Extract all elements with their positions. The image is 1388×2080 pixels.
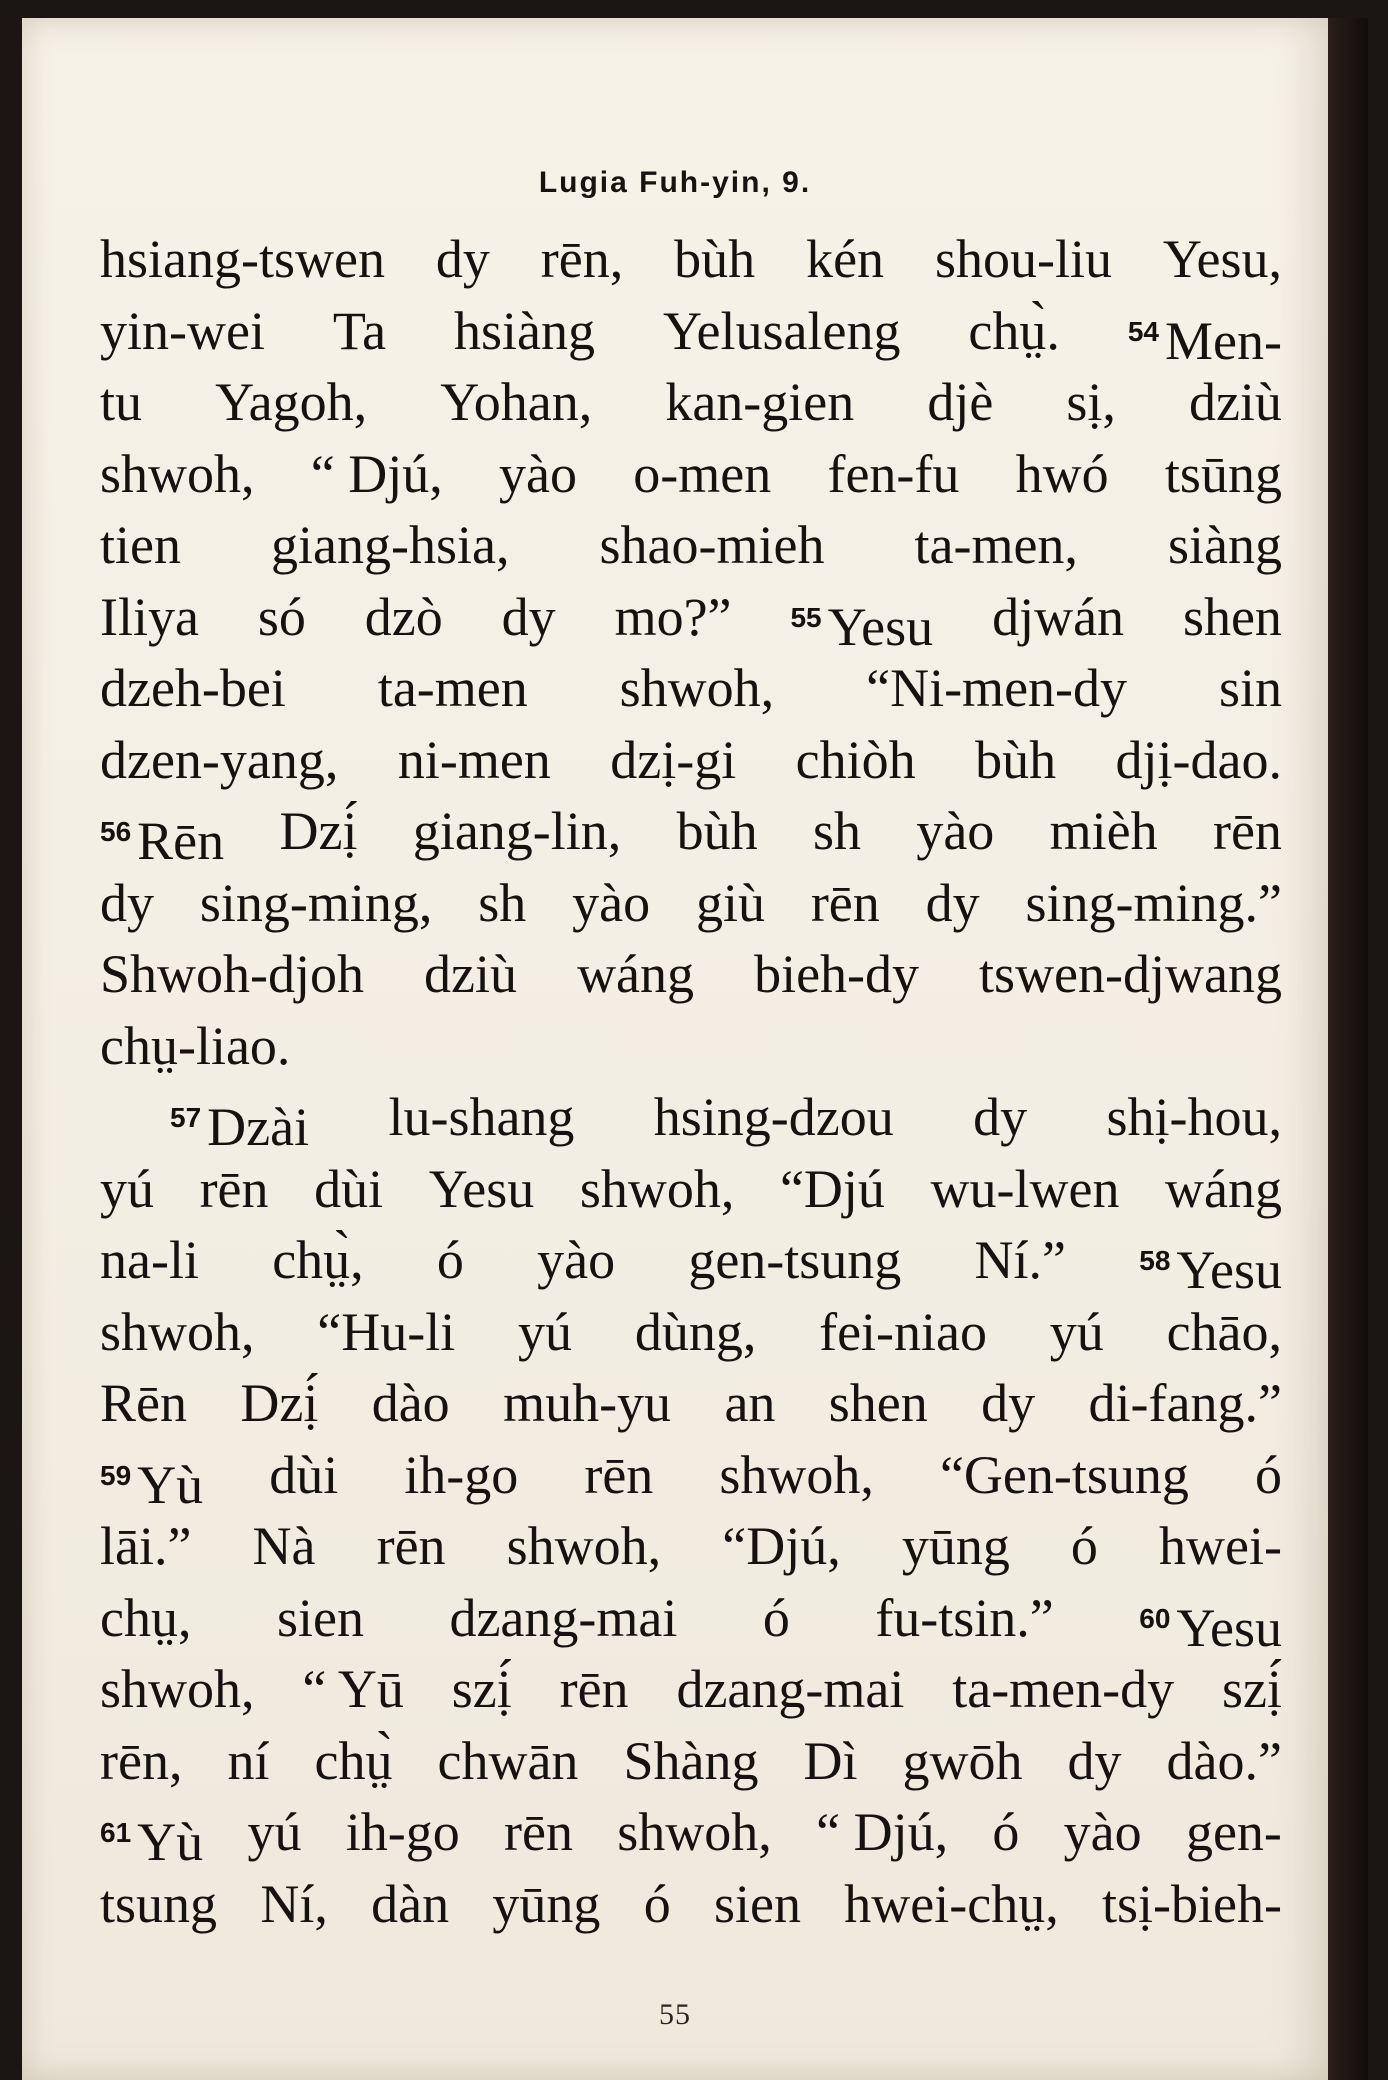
verse-start bbox=[790, 582, 933, 654]
word: dzen-yang, bbox=[100, 729, 339, 790]
verse-number: 59 bbox=[100, 1459, 132, 1491]
word: dzeh-bei bbox=[100, 658, 286, 718]
word: dzang-mai bbox=[449, 1587, 678, 1648]
running-head: Lugia Fuh-yin, 9. bbox=[538, 166, 812, 199]
word: djè bbox=[927, 372, 994, 432]
word: sin bbox=[1218, 658, 1282, 718]
word: sien bbox=[276, 1587, 364, 1648]
word: yào bbox=[537, 1230, 616, 1290]
word: chiòh bbox=[795, 729, 916, 790]
word: na-li bbox=[100, 1230, 199, 1290]
word: Yesu bbox=[1176, 1597, 1282, 1654]
word: ta-men-dy bbox=[952, 1659, 1175, 1719]
verse-start bbox=[100, 1440, 203, 1512]
word: dzang-mai bbox=[676, 1659, 905, 1719]
word: yūng bbox=[901, 1516, 1010, 1576]
word: sien bbox=[713, 1873, 801, 1934]
word: rēn bbox=[810, 872, 880, 933]
word: “Djú, bbox=[722, 1516, 841, 1576]
text-line bbox=[100, 439, 1282, 511]
text-line bbox=[100, 1797, 1282, 1869]
text-line bbox=[100, 725, 1282, 797]
word: yào bbox=[572, 872, 651, 933]
word: shen bbox=[1182, 586, 1282, 647]
word: shwoh, bbox=[506, 1516, 662, 1576]
word: shwoh, bbox=[100, 443, 255, 504]
word: chwān bbox=[437, 1730, 579, 1791]
word: sị, bbox=[1066, 372, 1116, 432]
verse-start bbox=[100, 796, 224, 868]
word: “ Djú, bbox=[816, 1802, 949, 1862]
word: shwoh, bbox=[719, 1444, 874, 1505]
text-line bbox=[100, 224, 1282, 296]
word: wu-lwen bbox=[930, 1158, 1120, 1219]
word: giang-hsia, bbox=[271, 515, 510, 575]
word: Dzài bbox=[207, 1097, 310, 1154]
text-line bbox=[100, 296, 1282, 368]
word: djị-dao. bbox=[1115, 729, 1282, 790]
word: gen- bbox=[1185, 1802, 1282, 1862]
text-line bbox=[100, 796, 1282, 868]
word: shen bbox=[828, 1373, 928, 1433]
word: chāo, bbox=[1166, 1301, 1282, 1362]
word: Ta bbox=[332, 300, 387, 361]
word: ta-men bbox=[377, 658, 528, 718]
word: rēn bbox=[199, 1158, 269, 1219]
text-line bbox=[100, 1511, 1282, 1583]
word: ó bbox=[1254, 1444, 1282, 1505]
word: bùh bbox=[676, 801, 758, 861]
word: hwó bbox=[1015, 443, 1109, 504]
word: shao-mieh bbox=[599, 515, 825, 575]
word: ó bbox=[436, 1230, 464, 1290]
word: wáng bbox=[577, 944, 695, 1004]
verse-number: 55 bbox=[790, 601, 822, 633]
word: rēn bbox=[376, 1516, 446, 1576]
word: yú bbox=[518, 1301, 573, 1362]
word: dzò bbox=[364, 586, 443, 647]
word: “ Djú, bbox=[310, 443, 443, 504]
word: tsị-bieh- bbox=[1102, 1873, 1282, 1934]
word: tswen-djwang bbox=[979, 944, 1282, 1004]
word: Shàng bbox=[623, 1730, 759, 1791]
word: rēn, bbox=[100, 1730, 183, 1791]
word: “Hu-li bbox=[317, 1301, 456, 1362]
word: dào bbox=[371, 1373, 450, 1433]
text-line bbox=[100, 582, 1282, 654]
verse-start bbox=[100, 1797, 203, 1869]
word: yin-wei bbox=[100, 300, 265, 361]
word: Yesu bbox=[1176, 1240, 1282, 1297]
text-line bbox=[100, 1654, 1282, 1726]
word: kan-gien bbox=[665, 372, 855, 432]
word: Yesu bbox=[428, 1158, 535, 1219]
word: “Gen-tsung bbox=[939, 1444, 1189, 1505]
word: bùh bbox=[674, 229, 756, 289]
word: Rēn bbox=[100, 1373, 187, 1433]
word: shwoh, bbox=[100, 1301, 255, 1362]
word: kén bbox=[806, 229, 885, 289]
text-line bbox=[100, 1154, 1282, 1226]
word: fei-niao bbox=[819, 1301, 987, 1362]
text-line bbox=[100, 1726, 1282, 1798]
word: Nà bbox=[252, 1516, 316, 1576]
word: rēn bbox=[504, 1802, 573, 1862]
text-line bbox=[100, 510, 1282, 582]
word: ih-go bbox=[345, 1802, 460, 1862]
word: Yesu, bbox=[1162, 229, 1282, 289]
word: szị́ bbox=[451, 1659, 512, 1719]
text-line bbox=[100, 1440, 1282, 1512]
word: rēn bbox=[584, 1444, 654, 1505]
word: sh bbox=[478, 872, 527, 933]
word: chṳ̀ bbox=[314, 1730, 393, 1791]
verse-number: 60 bbox=[1139, 1602, 1171, 1634]
word: yūng bbox=[492, 1873, 601, 1934]
word: Dzị́ bbox=[279, 801, 358, 861]
word: mièh bbox=[1049, 801, 1158, 861]
word: só bbox=[257, 586, 306, 647]
word: dy bbox=[435, 229, 490, 289]
word: dùng, bbox=[634, 1301, 757, 1362]
word: hsiàng bbox=[454, 300, 596, 361]
word: lu-shang bbox=[388, 1087, 575, 1147]
word: tien bbox=[100, 515, 181, 575]
word: siàng bbox=[1167, 515, 1282, 575]
word: shwoh, bbox=[617, 1802, 772, 1862]
word: gwōh bbox=[902, 1730, 1023, 1791]
word: dy bbox=[100, 872, 154, 933]
word: chṳ̀. bbox=[968, 300, 1060, 361]
text-line bbox=[100, 1011, 1282, 1083]
body-text bbox=[100, 224, 1282, 1940]
word: hsing-dzou bbox=[653, 1087, 894, 1147]
word: “Ni-men-dy bbox=[866, 658, 1128, 718]
word: Dzị́ bbox=[240, 1373, 319, 1433]
word: shwoh, bbox=[579, 1158, 735, 1219]
verse-number: 58 bbox=[1139, 1245, 1171, 1276]
word: shị-hou, bbox=[1106, 1087, 1282, 1147]
word: rēn bbox=[1212, 801, 1282, 861]
text-line bbox=[100, 1368, 1282, 1440]
text-line bbox=[100, 1297, 1282, 1369]
word: giù bbox=[695, 872, 765, 933]
word: Yagoh, bbox=[215, 372, 368, 432]
word: Yù bbox=[137, 1454, 204, 1511]
text-line bbox=[100, 939, 1282, 1011]
word: yào bbox=[499, 443, 577, 504]
word: sh bbox=[812, 801, 861, 861]
text-line bbox=[100, 367, 1282, 439]
word: rēn bbox=[559, 1659, 629, 1719]
word: wáng bbox=[1165, 1158, 1282, 1219]
word: fen-fu bbox=[827, 443, 960, 504]
word: ta-men, bbox=[914, 515, 1078, 575]
word: ó bbox=[762, 1587, 790, 1648]
word: szị́ bbox=[1222, 1659, 1282, 1719]
word: dziù bbox=[424, 944, 518, 1004]
word: Ní.” bbox=[974, 1230, 1067, 1290]
word: rēn, bbox=[540, 229, 624, 289]
word: mo?” bbox=[614, 586, 732, 647]
word: dào.” bbox=[1166, 1730, 1282, 1791]
word: fu-tsin.” bbox=[875, 1587, 1054, 1648]
word: Ní, bbox=[260, 1873, 328, 1934]
word: chṳ̀, bbox=[272, 1230, 364, 1290]
word: bùh bbox=[975, 729, 1057, 790]
word: “ Yū bbox=[302, 1659, 404, 1719]
text-line bbox=[100, 868, 1282, 940]
verse-number: 61 bbox=[100, 1817, 132, 1848]
word: ó bbox=[643, 1873, 671, 1934]
word: ó bbox=[992, 1802, 1020, 1862]
word: Yelusaleng bbox=[662, 300, 901, 361]
word: chṳ-liao. bbox=[100, 1015, 291, 1076]
word: dzị-gi bbox=[610, 729, 737, 790]
page-number: 55 bbox=[659, 1998, 691, 2031]
word: ih-go bbox=[404, 1444, 519, 1505]
word: lāi.” bbox=[100, 1516, 192, 1576]
word: dy bbox=[973, 1087, 1028, 1147]
word: sing-ming, bbox=[199, 872, 433, 933]
word: hwei-chṳ, bbox=[844, 1873, 1059, 1934]
word: gen-tsung bbox=[688, 1230, 902, 1290]
word: di-fang.” bbox=[1088, 1373, 1282, 1433]
word: “Djú bbox=[779, 1158, 885, 1219]
word: muh-yu bbox=[503, 1373, 672, 1433]
word: Dì bbox=[803, 1730, 858, 1791]
word: dàn bbox=[371, 1873, 450, 1934]
word: an bbox=[724, 1373, 776, 1433]
text-line bbox=[100, 1082, 1282, 1154]
book-page bbox=[22, 18, 1328, 2080]
word: giang-lin, bbox=[412, 801, 622, 861]
word: dùi bbox=[314, 1158, 384, 1219]
verse-start bbox=[1128, 296, 1282, 368]
verse-number: 56 bbox=[100, 816, 132, 847]
word: yú bbox=[1049, 1301, 1104, 1362]
word: Yù bbox=[137, 1812, 204, 1869]
word: dy bbox=[925, 872, 980, 933]
word: ní bbox=[227, 1730, 270, 1791]
word: tsung bbox=[100, 1873, 218, 1934]
word: djwán bbox=[992, 586, 1125, 647]
text-line bbox=[100, 1583, 1282, 1655]
word: shwoh, bbox=[619, 658, 775, 718]
word: dy bbox=[1067, 1730, 1122, 1791]
verse-start bbox=[170, 1082, 309, 1154]
word: bieh-dy bbox=[754, 944, 920, 1004]
word: Iliya bbox=[100, 586, 199, 647]
word: tu bbox=[100, 372, 143, 432]
text-line bbox=[100, 653, 1282, 725]
word: chṳ, bbox=[100, 1587, 192, 1648]
word: Yohan, bbox=[440, 372, 593, 432]
text-line bbox=[100, 1869, 1282, 1941]
word: Yesu bbox=[827, 596, 934, 653]
word: yú bbox=[247, 1802, 302, 1862]
verse-start bbox=[1139, 1583, 1282, 1655]
word: o-men bbox=[633, 443, 772, 504]
word: yào bbox=[1063, 1802, 1142, 1862]
word: tsūng bbox=[1164, 443, 1282, 504]
word: hsiang-tswen bbox=[100, 229, 385, 289]
word: ni-men bbox=[397, 729, 551, 790]
word: Shwoh-djoh bbox=[100, 944, 365, 1004]
word: shwoh, bbox=[100, 1659, 255, 1719]
word: dy bbox=[981, 1373, 1036, 1433]
word: yú bbox=[100, 1158, 154, 1219]
verse-number: 57 bbox=[170, 1102, 202, 1133]
word: dziù bbox=[1188, 372, 1282, 432]
verse-start bbox=[1139, 1225, 1282, 1297]
verse-number: 54 bbox=[1127, 315, 1159, 347]
word: Rēn bbox=[137, 811, 225, 868]
text-line bbox=[100, 1225, 1282, 1297]
word: yào bbox=[916, 801, 995, 861]
word: sing-ming.” bbox=[1025, 872, 1282, 933]
word: ó bbox=[1070, 1516, 1098, 1576]
word: dùi bbox=[269, 1444, 339, 1505]
word: shou-liu bbox=[934, 229, 1112, 289]
word: hwei- bbox=[1159, 1516, 1282, 1576]
word: dy bbox=[501, 586, 556, 647]
word: Men- bbox=[1164, 310, 1282, 367]
